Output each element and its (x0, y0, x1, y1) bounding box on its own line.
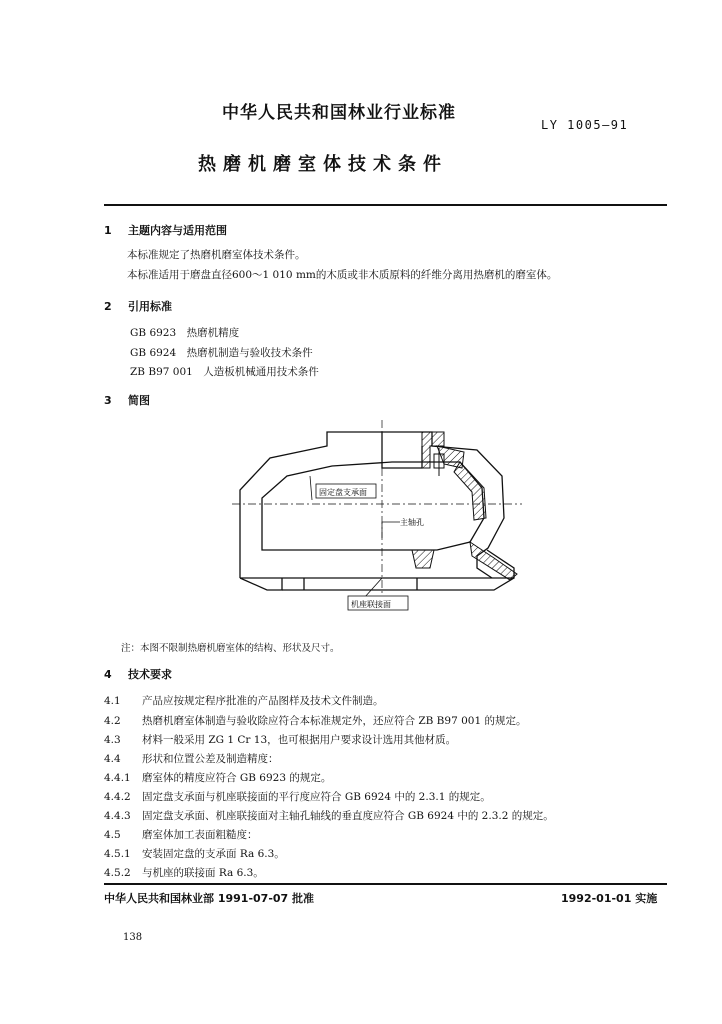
requirement-item (104, 846, 285, 861)
item-number: 4.5 (104, 829, 121, 841)
page-number: 138 (123, 932, 143, 943)
section-number: 4 (104, 668, 112, 681)
section-title: 主题内容与适用范围 (128, 224, 227, 237)
requirement-item (104, 789, 491, 804)
section-3-heading (104, 392, 150, 408)
item-text: 热磨机磨室体制造与验收除应符合本标准规定外，还应符合 ZB B97 001 的规定。 (142, 715, 527, 727)
header-rule (104, 204, 667, 206)
requirement-item (104, 865, 264, 880)
item-number: 4.3 (104, 734, 121, 746)
figure-note: 注：本图不限制热磨机磨室体的结构、形状及尺寸。 (121, 643, 340, 654)
requirement-item (104, 808, 554, 823)
paragraph: 本标准规定了热磨机磨室体技术条件。 (127, 249, 306, 261)
item-text: 固定盘支承面、机座联接面对主轴孔轴线的垂直度应符合 GB 6924 中的 2.3.2 的规定。 (142, 810, 554, 822)
section-number: 3 (104, 394, 112, 407)
label-fixed-disc-surface: 固定盘支承面 (319, 488, 367, 497)
requirement-item (104, 770, 331, 785)
section-number: 2 (104, 300, 112, 313)
item-number: 4.2 (104, 715, 121, 727)
approval-info: 中华人民共和国林业部 1991-07-07 批准 (104, 892, 315, 905)
item-text: 产品应按规定程序批准的产品图样及技术文件制造。 (142, 695, 384, 707)
label-base-connection-surface: 机座联接面 (351, 600, 391, 609)
requirement-item (104, 732, 456, 747)
section-title: 技术要求 (128, 668, 172, 681)
item-number: 4.5.1 (104, 848, 131, 860)
paragraph: 本标准适用于磨盘直径600～1 010 mm的木质或非木质原料的纤维分离用热磨机的磨室体。 (127, 269, 558, 281)
item-number: 4.4.1 (104, 772, 131, 784)
section-number: 1 (104, 224, 112, 237)
item-text: 磨室体的精度应符合 GB 6923 的规定。 (142, 772, 332, 784)
item-number: 4.4.3 (104, 810, 131, 822)
section-title: 引用标准 (128, 300, 172, 313)
issuing-authority: 中华人民共和国林业行业标准 (222, 103, 456, 123)
item-text: 磨室体加工表面粗糙度： (142, 829, 258, 841)
document-title: 热磨机磨室体技术条件 (198, 154, 448, 175)
section-title: 简图 (128, 394, 150, 407)
section-2-heading (104, 298, 172, 314)
label-main-shaft-hole: 主轴孔 (400, 518, 424, 527)
requirement-item (104, 693, 384, 708)
item-text: 材料一般采用 ZG 1 Cr 13，也可根据用户要求设计选用其他材质。 (142, 734, 457, 746)
reference-item: GB 6924 热磨机制造与验收技术条件 (130, 347, 313, 359)
item-text: 与机座的联接面 Ra 6.3。 (142, 867, 264, 879)
item-text: 固定盘支承面与机座联接面的平行度应符合 GB 6924 中的 2.3.1 的规定。 (142, 791, 491, 803)
requirement-item (104, 751, 279, 766)
requirement-item (104, 827, 258, 842)
item-number: 4.5.2 (104, 867, 131, 879)
footer-rule (104, 883, 667, 885)
item-text: 形状和位置公差及制造精度： (142, 753, 279, 765)
requirement-item (104, 713, 526, 728)
effective-date: 1992-01-01 实施 (561, 892, 658, 905)
section-1-heading (104, 222, 227, 238)
item-number: 4.4.2 (104, 791, 131, 803)
reference-item: GB 6923 热磨机精度 (130, 327, 240, 339)
standard-code: LY 1005—91 (541, 118, 629, 132)
section-4-heading (104, 666, 172, 682)
grinding-chamber-diagram (232, 418, 532, 618)
reference-item: ZB B97 001 人造板机械通用技术条件 (130, 366, 319, 378)
item-text: 安装固定盘的支承面 Ra 6.3。 (142, 848, 285, 860)
item-number: 4.1 (104, 695, 121, 707)
item-number: 4.4 (104, 753, 121, 765)
